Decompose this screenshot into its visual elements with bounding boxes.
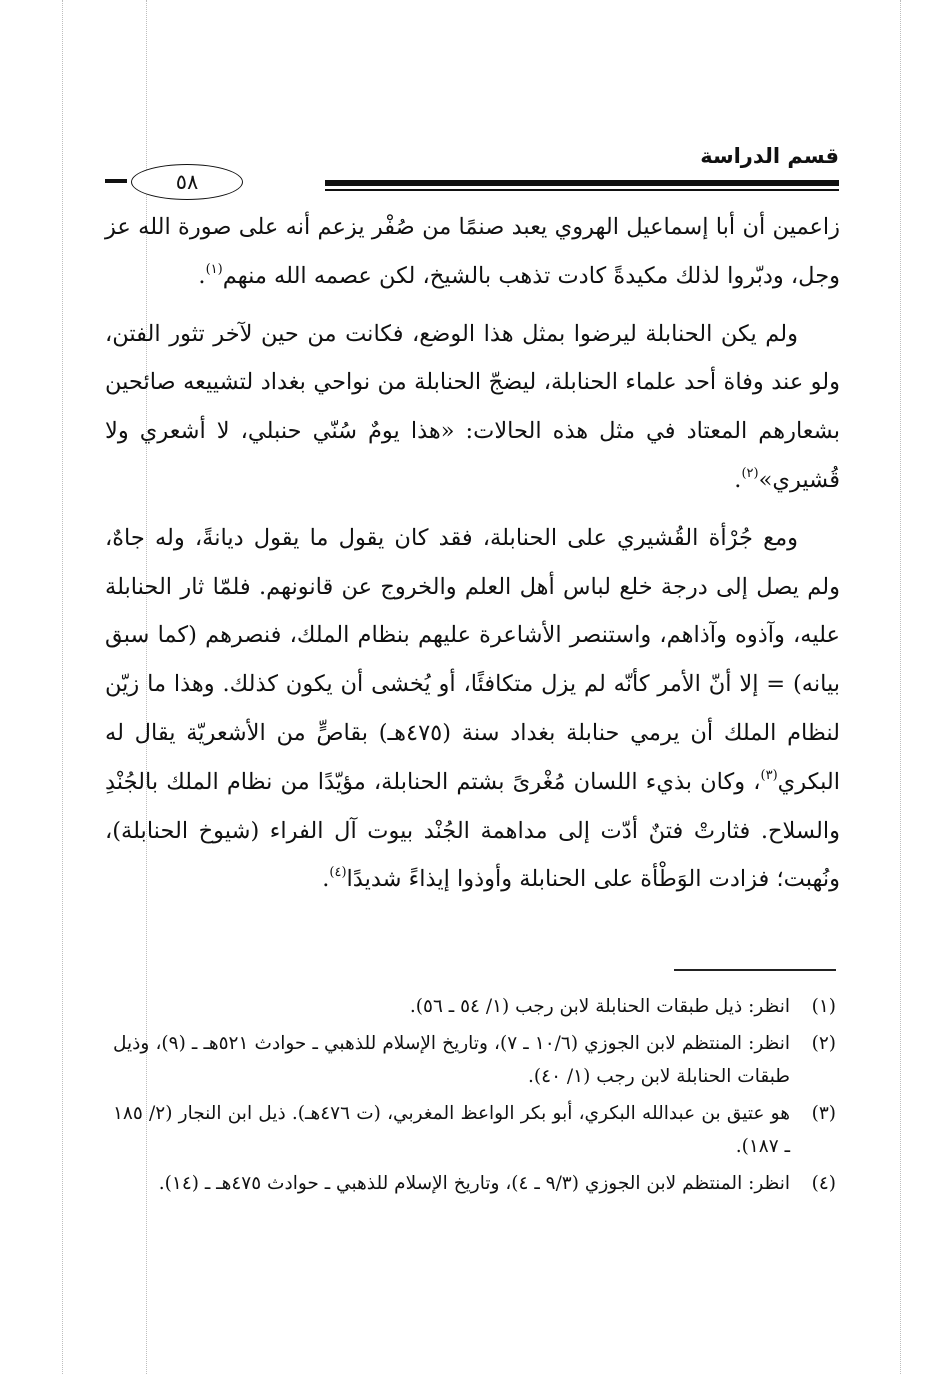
text-run: ، وكان بذيء اللسان مُغْرىً بشتم الحنابلة، مؤيّدًا من نظام الملك بالجُنْدِ والسلاح. فثارتْ فتنٌ أدّت إلى مداهمة الجُنْد بيوت آل الفراء (شيوخ الحنابلة)، ونُهبت؛ فزادت الوَطْأة على الحنابلة وأوذوا إيذاءً شديدًا bbox=[105, 768, 840, 893]
footnote-ref: (٢) bbox=[741, 465, 759, 481]
header-rule-thin bbox=[325, 189, 839, 191]
scan-dotted-line bbox=[900, 0, 901, 1374]
footnote-text: انظر: المنتظم لابن الجوزي (١٠/٦ ـ ٧)، وتاريخ الإسلام للذهبي ـ حوادث ٥٢١هـ ـ (٩)، وذيل طبقات الحنابلة لابن رجب (١/ ٤٠). bbox=[113, 1033, 791, 1087]
text-run: ولم يكن الحنابلة ليرضوا بمثل هذا الوضع، فكانت من حين لآخر تثور الفتن، ولو عند وفاة أحد علماء الحنابلة، ليضجّ الحنابلة من نواحي بغداد لتشييعه صائحين بشعارهم المعتاد في مثل هذه الحالات: «هذا يومٌ سُنّي حنبلي، لا أشعري ولا قُشيري» bbox=[105, 320, 840, 493]
text-run: ومع جُرْأة القُشيري على الحنابلة، فقد كان يقول ما يقول ديانةً، وله جاهٌ، ولم يصل إلى درجة خلع لباس أهل العلم والخروج عن قانونهم. فلمّا ثار الحنابلة عليه، وآذوه وآذاهم، واستنصر الأشاعرة عليهم بنظام الملك، فنصرهم (كما سبق بيانه) = إلا أنّ الأمر كأنّه لم يزل متكافئًا، أو يُخشى أن يكون كذلك. وهذا ما زيّن لنظام الملك أن يرمي حنابلة بغداد سنة (٤٧٥هـ) بقاصٍّ من الأشعريّة يقال له البكري bbox=[105, 524, 840, 795]
paragraph bbox=[105, 203, 840, 301]
main-text bbox=[105, 203, 840, 904]
page-number: ٥٨ bbox=[131, 164, 243, 200]
footnote-number: (٤) bbox=[811, 1173, 836, 1194]
footnote-separator bbox=[674, 969, 836, 971]
paragraph bbox=[105, 310, 840, 505]
period: . bbox=[734, 466, 742, 493]
footnote-number: (٣) bbox=[811, 1103, 836, 1124]
period: . bbox=[198, 262, 206, 289]
footnote bbox=[113, 990, 836, 1023]
footnote-text: هو عتيق بن عبدالله البكري، أبو بكر الواعظ المغربي، (ت ٤٧٦هـ). ذيل ابن النجار (٢/ ١٨٥ ـ ١٨٧). bbox=[113, 1103, 790, 1157]
footnote-number: (١) bbox=[811, 996, 836, 1017]
scan-dotted-line bbox=[62, 0, 63, 1374]
footnote-text: انظر: ذيل طبقات الحنابلة لابن رجب (١/ ٥٤ ـ ٥٦). bbox=[409, 996, 790, 1017]
footnote bbox=[113, 1097, 836, 1163]
footnote-number: (٢) bbox=[811, 1033, 836, 1054]
header-rule-thick bbox=[325, 180, 839, 186]
section-title: قسم الدراسة bbox=[700, 144, 839, 168]
page-header bbox=[105, 140, 839, 195]
footnote-ref: (١) bbox=[205, 261, 223, 277]
period: . bbox=[322, 866, 330, 893]
footnote bbox=[113, 1167, 836, 1200]
footnote-ref: (٤) bbox=[329, 865, 347, 881]
footnote-ref: (٣) bbox=[760, 767, 778, 783]
header-dash bbox=[105, 179, 127, 183]
paragraph bbox=[105, 514, 840, 904]
footnote bbox=[113, 1027, 836, 1093]
footnotes bbox=[113, 990, 836, 1204]
footnote-text: انظر: المنتظم لابن الجوزي (٩/٣ ـ ٤)، وتاريخ الإسلام للذهبي ـ حوادث ٤٧٥هـ ـ (١٤). bbox=[158, 1173, 790, 1194]
text-run: زاعمين أن أبا إسماعيل الهروي يعبد صنمًا من صُفْر يزعم أنه على صورة الله عز وجل، ودبّروا لذلك مكيدةً كادت تذهب بالشيخ، لكن عصمه الله منهم bbox=[105, 214, 840, 289]
